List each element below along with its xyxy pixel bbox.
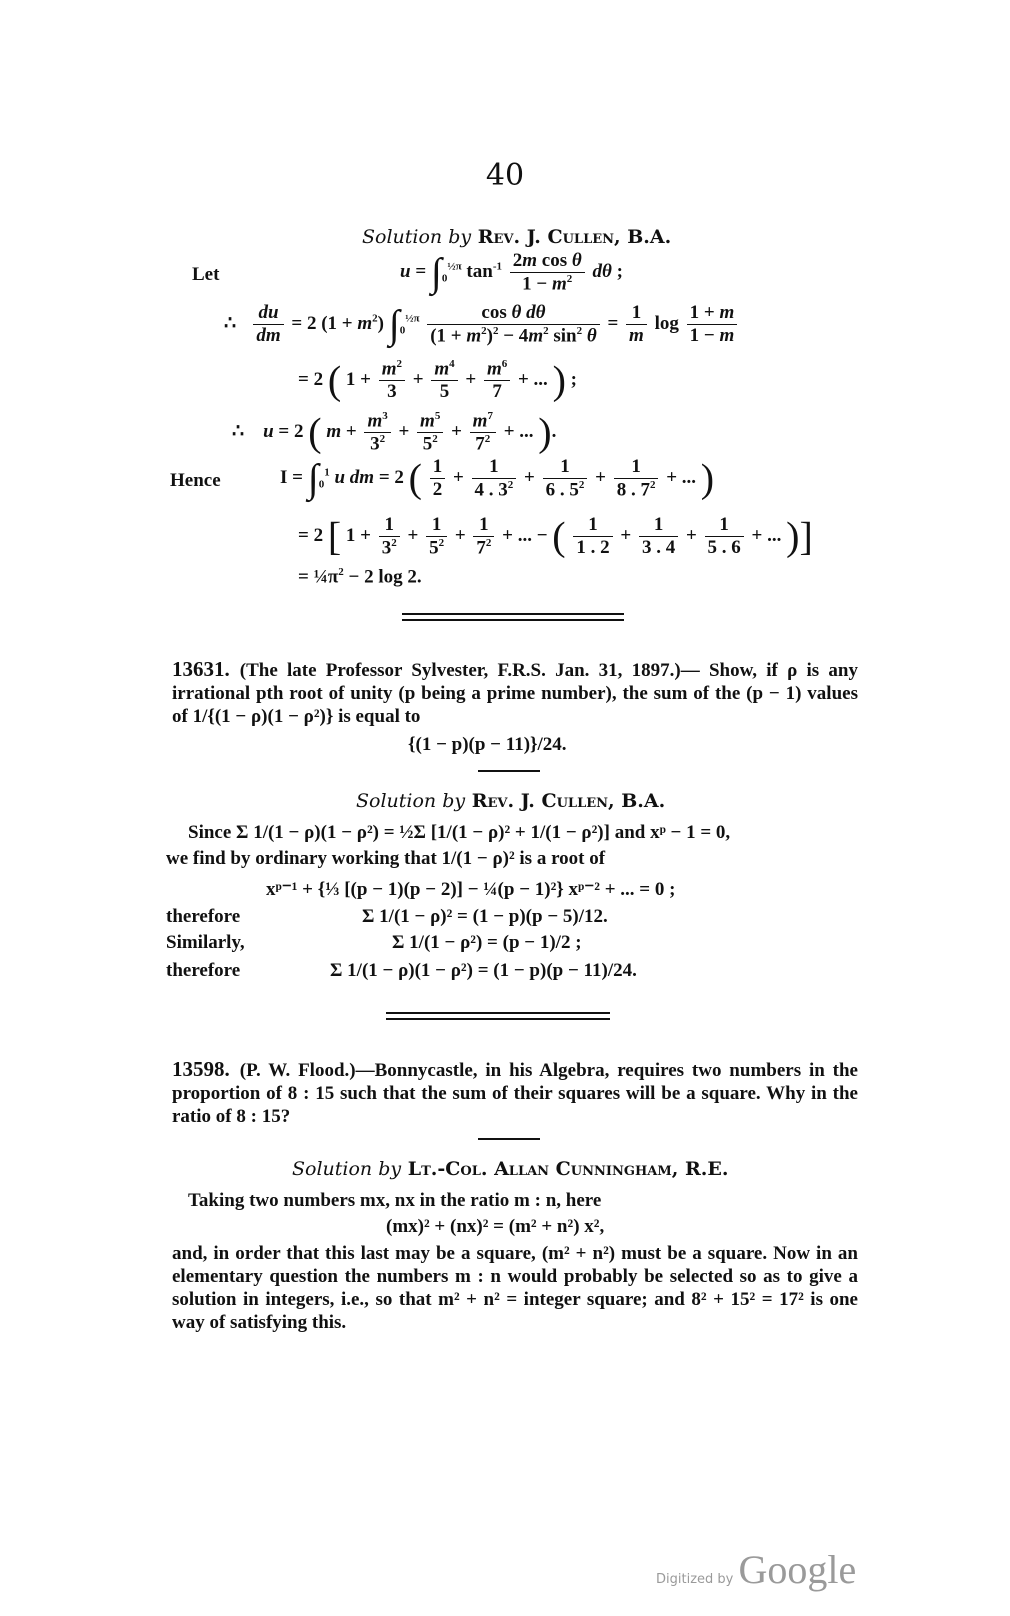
google-logo-text: Google bbox=[738, 1547, 857, 1592]
let-label: Let bbox=[192, 264, 220, 285]
short-divider-2 bbox=[478, 1138, 540, 1140]
solution-heading-2 bbox=[356, 790, 665, 812]
equation-u-integral: $u = \int_0^{\frac{1}{2}\pi}$ $\tan^{-1}$ $\frac{\text{2m cos θ}}{1 - m^2}$ dθ ; bbox=[400, 249, 623, 295]
problem-text: (The late Professor Sylvester, F.R.S. Jan. 31, 1897.)— Show, if ρ is any irrational pth root of unity (p being a prime number), the sum of the (p − 1) values of 1/{(1 − ρ)(1 − ρ²)} is equal to bbox=[172, 660, 858, 727]
page-number: 40 bbox=[485, 158, 525, 193]
solution2-line2: we find by ordinary working that 1/(1 − ρ)² is a root of bbox=[166, 848, 606, 869]
short-divider bbox=[478, 770, 540, 772]
solution-by-label: Solution by bbox=[362, 226, 472, 248]
solution-by-label: Solution by bbox=[292, 1158, 402, 1180]
solution-heading-1 bbox=[362, 226, 671, 248]
solution-author: Rev. J. Cullen, B.A. bbox=[471, 790, 666, 812]
section-divider-double-bottom bbox=[402, 619, 624, 621]
therefore-label-1: therefore bbox=[166, 906, 241, 927]
solution2-equation-sum-2: Σ 1/(1 − ρ²) = (p − 1)/2 ; bbox=[392, 932, 582, 953]
solution2-equation-result: Σ 1/(1 − ρ)(1 − ρ²) = (1 − p)(p − 11)/24. bbox=[330, 960, 637, 981]
equation-I-expanded: = 2 [ 1 + $\frac{1}{3^2}$ + $\frac{1}{5^2}$ + $\frac{1}{7^2}$ + ... − ( $\frac{1}{1 . 2}$ + $\frac{1}{3 . 4}$ + $\frac{1}{5 . 6}$ + ... )] bbox=[298, 513, 813, 559]
solution3-line1: Taking two numbers mx, nx in the ratio m : n, here bbox=[188, 1190, 602, 1211]
hence-label: Hence bbox=[170, 470, 221, 491]
equation-series-1: = 2 ( 1 + $\frac{m^2}{3}$ + $\frac{m^4}{5}$ + $\frac{m^6}{7}$ + ... ) ; bbox=[298, 357, 577, 403]
solution-by-label: Solution by bbox=[356, 790, 466, 812]
equation-I-result: = $\frac{1}{4}\pi^2 - 2$ log 2. bbox=[298, 566, 422, 588]
section-divider-double-top bbox=[402, 613, 624, 615]
section-divider-double-top-2 bbox=[386, 1012, 610, 1014]
problem-13598 bbox=[172, 1058, 858, 1128]
solution-author: Rev. J. Cullen, B.A. bbox=[477, 226, 672, 248]
solution2-equation-sum-1: Σ 1/(1 − ρ)² = (1 − p)(p − 5)/12. bbox=[362, 906, 608, 927]
problem-13631-result: {(1 − p)(p − 11)}/24. bbox=[408, 734, 567, 755]
equation-I-integral: $I = \int_0^1$ u dm = 2 ( $\frac{1}{2}$ + $\frac{1}{4 . 3^2}$ + $\frac{1}{6 . 5^2}$ + $\frac{1}{8 . 7^2}$ + ... ) bbox=[280, 455, 715, 501]
problem-text: (P. W. Flood.)—Bonnycastle, in his Algebra, requires two numbers in the proportion of 8 : 15 such that the sum of their squares will be a square. Why in the ratio of 8 : 15? bbox=[172, 1060, 858, 1127]
solution3-equation: (mx)² + (nx)² = (m² + n²) x², bbox=[386, 1216, 605, 1237]
therefore-label-2: therefore bbox=[166, 960, 241, 981]
problem-number: 13598. bbox=[172, 1057, 230, 1081]
solution-heading-3 bbox=[292, 1158, 728, 1180]
problem-number: 13631. bbox=[172, 657, 230, 681]
similarly-label: Similarly, bbox=[166, 932, 245, 953]
watermark-prefix: Digitized by bbox=[656, 1572, 734, 1587]
equation-du-dm: ∴ $\frac{du}{dm}$ = 2 $(1 + m^2)$ $\int_0^{\frac{1}{2}\pi}$ $\frac{\text{cos θ dθ}}{(1 + m^2)^2 - 4m^2 \sin^2 \theta}$ = $\frac{1}{m}$ log $\frac{1 + m}{1 - m}$ bbox=[224, 302, 740, 347]
solution2-line1: Since Σ 1/(1 − ρ)(1 − ρ²) = ½Σ [1/(1 − ρ)² + 1/(1 − ρ²)] and xᵖ − 1 = 0, bbox=[188, 822, 731, 843]
section-divider-double-bottom-2 bbox=[386, 1018, 610, 1020]
problem-13631 bbox=[172, 658, 858, 728]
solution3-paragraph: and, in order that this last may be a square, (m² + n²) must be a square. Now in an elementary question the numbers m : n would probably be selected so as to give a solution in integers, i.e., so that m² + n² = integer square; and 8² + 15² = 17² is one way of satisfying this. bbox=[172, 1243, 858, 1333]
solution2-equation-polynomial: xᵖ⁻¹ + {⅓ [(p − 1)(p − 2)] − ¼(p − 1)²} xᵖ⁻² + ... = 0 ; bbox=[266, 879, 676, 900]
solution-author: Lt.-Col. Allan Cunningham, R.E. bbox=[407, 1158, 729, 1180]
equation-u-series: ∴ u = 2 ( m + $\frac{m^3}{3^2}$ + $\frac{m^5}{5^2}$ + $\frac{m^7}{7^2}$ + ... ). bbox=[232, 409, 557, 455]
google-watermark bbox=[656, 1546, 856, 1593]
